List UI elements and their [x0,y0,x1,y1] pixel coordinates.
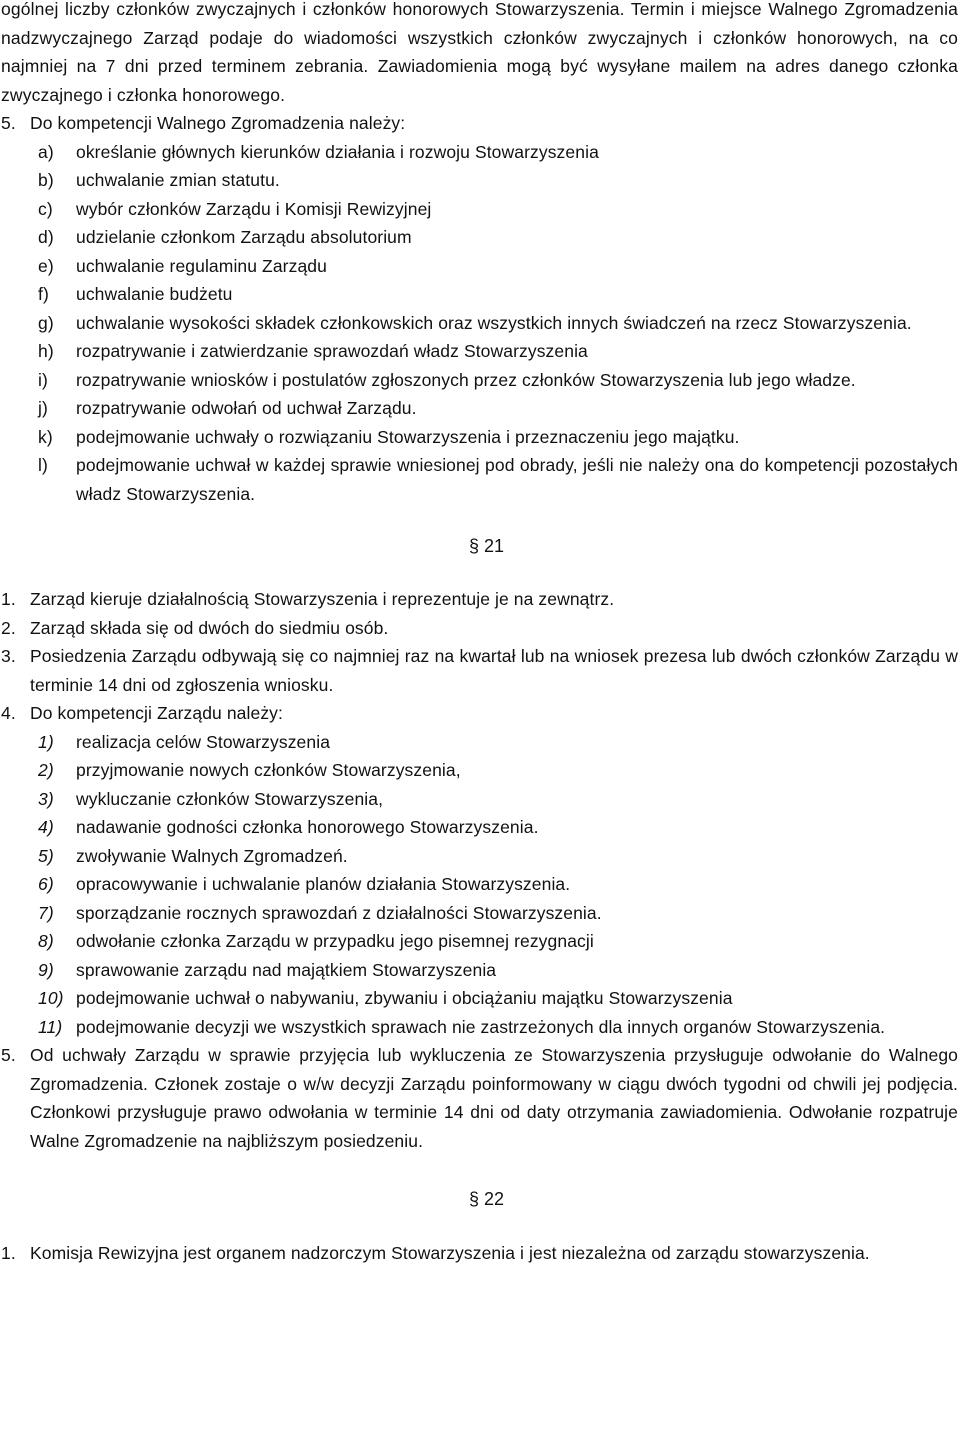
zarzad-item [1,642,958,699]
list-text: uchwalanie regulaminu Zarządu [76,255,327,276]
list-text: wykluczanie członków Stowarzyszenia, [76,788,384,809]
list-item [1,813,958,842]
list-marker: j) [38,398,48,418]
list-item [1,956,958,985]
list-item [1,785,958,814]
list-text: podejmowanie uchwał o nabywaniu, zbywaniu i obciążaniu majątku Stowarzyszenia [76,988,733,1008]
list-item [1,423,958,452]
list-marker: 1) [38,731,54,752]
list-text: podejmowanie uchwały o rozwiązaniu Stowarzyszenia i przeznaczeniu jego majątku. [76,426,740,447]
list-text: udzielanie członkom Zarządu absolutorium [76,227,412,247]
walne-item-5 [1,109,958,138]
list-text: przyjmowanie nowych członków Stowarzyszenia, [76,760,461,780]
list-item [1,223,958,252]
list-marker: 3) [38,788,54,809]
list-marker: l) [38,455,48,475]
list-marker: 6) [38,874,54,894]
list-item [1,842,958,871]
item-marker: 2. [1,617,16,638]
list-item [1,728,958,757]
list-item [1,280,958,309]
list-marker: d) [38,227,54,247]
item-text: Od uchwały Zarządu w sprawie przyjęcia lub wykluczenia ze Stowarzyszenia przysługuje odwołanie do Walnego Zgromadzenia. Członek zostaje o w/w decyzji Zarządu poinformowany w ciągu dwóch tygodni od chwili jej podjęcia. Członkowi przysługuje prawo odwołania w terminie 14 dni od daty otrzymania zawiadomienia. Odwołanie rozpatruje Walne Zgromadzenie na najbliższym posiedzeniu. [30,1045,958,1151]
list-text: zwoływanie Walnych Zgromadzeń. [76,845,348,866]
item-marker: 5. [1,1045,16,1065]
list-item [1,870,958,899]
list-marker: 2) [38,760,54,780]
list-marker: h) [38,341,54,361]
zarzad-competences-list [1,728,958,1042]
list-text: rozpatrywanie odwołań od uchwał Zarządu. [76,398,417,418]
list-item [1,899,958,928]
list-item [1,309,958,338]
list-marker: 5) [38,845,54,866]
list-item [1,166,958,195]
section-heading-21: § 21 [468,536,505,556]
list-marker: c) [38,198,53,219]
list-item [1,337,958,366]
list-item [1,1013,958,1042]
list-text: podejmowanie decyzji we wszystkich sprawach nie zastrzeżonych dla innych organów Stowarzyszenia. [76,1016,886,1037]
list-marker: i) [38,369,48,390]
list-marker: e) [38,255,54,276]
list-marker: g) [38,312,54,333]
list-text: określanie głównych kierunków działania i rozwoju Stowarzyszenia [76,141,599,162]
item-marker: 1. [1,589,16,609]
list-marker: k) [38,426,53,447]
list-text: odwołanie członka Zarządu w przypadku jego pisemnej rezygnacji [76,931,594,951]
list-text: rozpatrywanie wniosków i postulatów zgłoszonych przez członków Stowarzyszenia lub jego władze. [76,369,856,390]
intro-paragraph: ogólnej liczby członków zwyczajnych i członków honorowych Stowarzyszenia. Termin i miejsce Walnego Zgromadzenia nadzwyczajnego Zarząd podaje do wiadomości wszystkich członków zwyczajnych i członków honorowych, na co najmniej na 7 dni przed terminem zebrania. Zawiadomienia mogą być wysyłane mailem na adres danego członka zwyczajnego i członka honorowego. [1,0,958,105]
list-marker: 10) [38,988,64,1008]
section-heading-22: § 22 [468,1189,505,1209]
list-text: uchwalanie budżetu [76,284,233,304]
list-marker: 7) [38,902,54,923]
list-item [1,252,958,281]
list-marker: 11) [38,1016,63,1037]
list-text: rozpatrywanie i zatwierdzanie sprawozdań władz Stowarzyszenia [76,341,588,361]
list-text: opracowywanie i uchwalanie planów działania Stowarzyszenia. [76,874,571,894]
zarzad-item [1,585,958,614]
item-text: Do kompetencji Walnego Zgromadzenia należy: [30,113,406,133]
list-text: uchwalanie zmian statutu. [76,170,280,190]
list-item [1,366,958,395]
list-text: realizacja celów Stowarzyszenia [76,731,331,752]
list-item [1,984,958,1013]
list-item [1,394,958,423]
zarzad-item [1,614,958,643]
list-marker: 8) [38,931,54,951]
komisja-item [1,1239,958,1268]
item-text: Komisja Rewizyjna jest organem nadzorczym Stowarzyszenia i jest niezależna od zarządu stowarzyszenia. [30,1243,870,1263]
list-item [1,927,958,956]
walne-competences-list [1,138,958,509]
list-marker: a) [38,141,54,162]
list-marker: 9) [38,959,54,980]
list-item [1,756,958,785]
list-text: nadawanie godności członka honorowego Stowarzyszenia. [76,817,539,837]
item-marker: 4. [1,703,16,723]
item-marker: 5. [1,113,16,133]
list-item [1,451,958,508]
list-marker: f) [38,284,49,304]
list-marker: b) [38,170,54,190]
item-text: Zarząd składa się od dwóch do siedmiu osób. [30,617,389,638]
item-text: Do kompetencji Zarządu należy: [30,703,283,723]
zarzad-item [1,699,958,728]
list-text: wybór członków Zarządu i Komisji Rewizyjnej [76,198,432,219]
list-text: sporządzanie rocznych sprawozdań z działalności Stowarzyszenia. [76,902,602,923]
item-marker: 1. [1,1243,16,1263]
item-text: Posiedzenia Zarządu odbywają się co najmniej raz na kwartał lub na wniosek prezesa lub dwóch członków Zarządu w terminie 14 dni od zgłoszenia wniosku. [30,646,958,695]
list-text: sprawowanie zarządu nad majątkiem Stowarzyszenia [76,959,497,980]
list-text: podejmowanie uchwał w każdej sprawie wniesionej pod obrady, jeśli nie należy ona do kompetencji pozostałych władz Stowarzyszenia. [76,455,958,504]
list-marker: 4) [38,817,54,837]
list-item [1,195,958,224]
item-marker: 3. [1,646,16,666]
item-text: Zarząd kieruje działalnością Stowarzyszenia i reprezentuje je na zewnątrz. [30,589,615,609]
list-text: uchwalanie wysokości składek członkowskich oraz wszystkich innych świadczeń na rzecz Stowarzyszenia. [76,312,912,333]
zarzad-item-5 [1,1041,958,1155]
list-item [1,138,958,167]
